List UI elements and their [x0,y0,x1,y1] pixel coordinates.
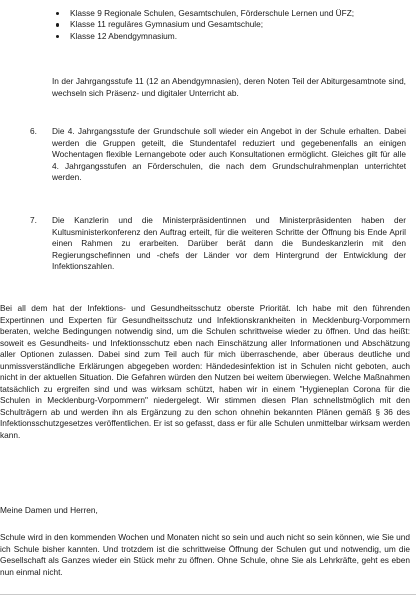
page-bottom-edge [0,594,416,595]
list-item-text: Klasse 12 Abendgymnasium. [70,30,178,41]
bullet-dot [56,12,59,15]
list-item-text: Klasse 11 reguläres Gymnasium und Gesamtschule; [70,19,264,30]
paragraph-jahrgangsstufe: In der Jahrgangsstufe 11 (12 an Abendgymnasien), deren Noten Teil der Abiturgesamtnote sind, wechseln sich Präsenz- und digitaler Unterricht ab. [52,76,406,98]
bullet-dot [56,23,59,26]
bullet-list [52,8,406,42]
list-item [52,31,406,42]
list-item-text: Klasse 9 Regionale Schulen, Gesamtschulen, Förderschule Lernen und ÜFZ; [70,8,355,18]
list-item [52,8,406,19]
paragraph-infektionsschutz: Bei all dem hat der Infektions- und Gesundheitsschutz oberste Priorität. Ich habe mit den führenden Expertinnen und Experten für Gesundheitsschutz und Infektionskrankheiten in Mecklenburg-Vorpommern beraten, welche Bedingungen notwendig sind, um die Schulen schrittweise wieder zu öffnen. Und das heißt: soweit es Gesundheits- und Infektionsschutz eben nach Einschätzung aller Informationen und Abschätzung aller Optionen zulassen. Dabei sind zum Teil auch für mich überraschende, aber überaus deutliche und unmissverständliche Erklärungen abgegeben worden: Händedesinfektion ist in Schulen nicht geboten, auch nicht in der aktuellen Situation. Die Gefahren würden den Nutzen bei weitem überwiegen. Welche Maßnahmen tatsächlich zu ergreifen sind und was wirksam schützt, haben wir in einem "Hygieneplan Corona für die Schulen in Mecklenburg-Vorpommern" niedergelegt. Wir stimmen diesen Plan schnellstmöglich mit den Schulträgern ab und werden ihn als Ergänzung zu den schon ohnehin bekannten Plänen gemäß § 36 des Infektionsschutzgesetzes veröffentlichen. Er ist so gefasst, dass er für alle Schulen unmittelbar wirksam werden kann. [0,303,410,440]
item-number: 7. [30,215,37,225]
salutation: Meine Damen und Herren, [0,505,98,515]
bullet-dot [56,35,59,38]
item-number: 6. [30,126,37,136]
paragraph-item-7: Die Kanzlerin und die Ministerpräsidentinnen und Ministerpräsidenten haben der Kultusministerkonferenz den Auftrag erteilt, für die weiteren Schritte der Öffnung bis Ende April einen Rahmen zu erarbeiten. Darüber berät dann die Bundeskanzlerin mit den Regierungschefinnen und -chefs der Länder vor dem Hintergrund der Entwicklung der Infektionszahlen. [52,215,406,271]
paragraph-item-6: Die 4. Jahrgangsstufe der Grundschule soll wieder ein Angebot in der Schule erhalten. Dabei werden die Gruppen geteilt, die Stundentafel reduziert und gegebenenfalls an einigen Wochentagen flexible Lernangebote oder auch Konsultationen ermöglicht. Gleiches gilt für alle 4. Jahrgangsstufen an Förderschulen, die nach dem Grundschulrahmenplan unterrichtet werden. [52,126,406,182]
paragraph-schluss: Schule wird in den kommenden Wochen und Monaten nicht so sein und auch nicht so sein können, wie Sie und ich Schule bisher kannten. Und trotzdem ist die schrittweise Öffnung der Schulen gut und notwendig, um die Gesellschaft als Ganzes wieder ein Stück mehr zu öffnen. Ohne Schule, ohne Sie als Lehrkräfte, geht es eben nun einmal nicht. [0,532,410,577]
list-item [52,19,406,30]
